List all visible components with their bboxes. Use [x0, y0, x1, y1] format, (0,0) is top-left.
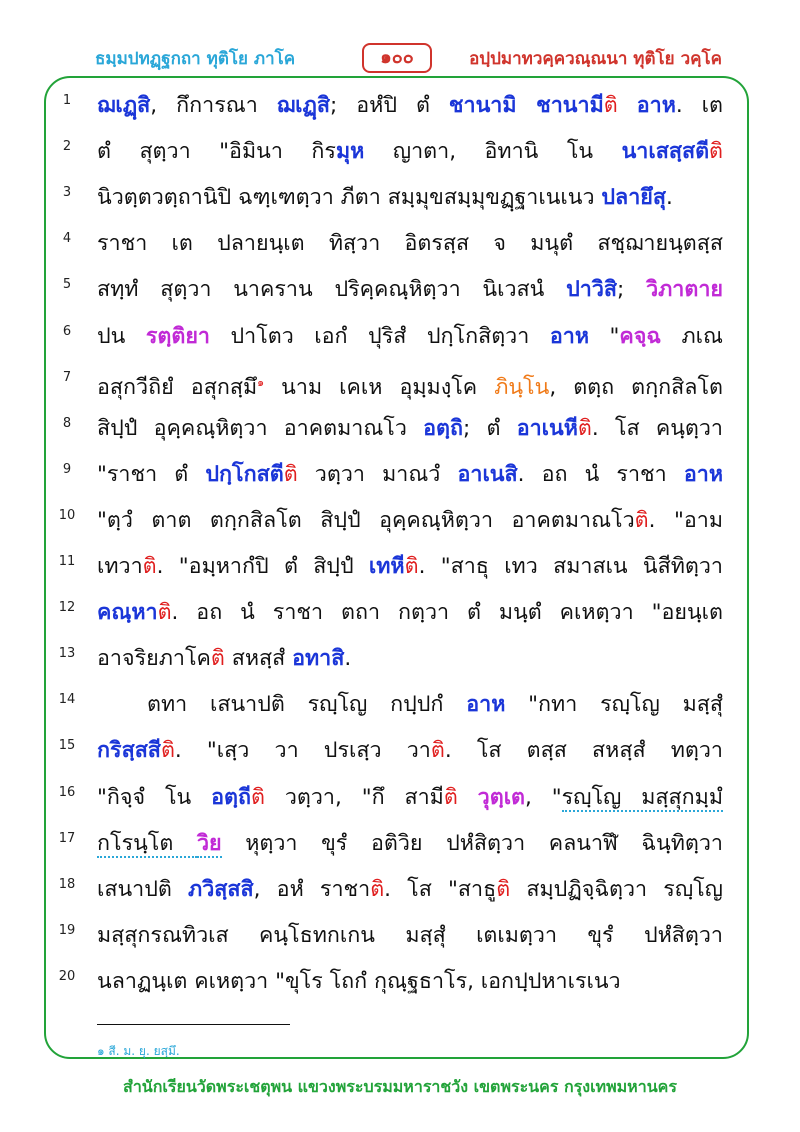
- text-segment: ติ: [577, 415, 592, 441]
- text-segment: "กิจฺจํ โน: [97, 784, 212, 810]
- line-text: [97, 959, 723, 1005]
- line-number: 3: [62, 185, 72, 201]
- text-segment: กริสฺสสี: [97, 738, 161, 764]
- line-number: 2: [62, 139, 72, 155]
- text-segment: มสฺสุกรณทิวเส คนฺโธทกเกน มสฺสุํ เตเมตฺวา ขุรํ ปหํสิตฺวา: [97, 922, 723, 948]
- text-segment: ติ: [404, 554, 419, 579]
- text-segment: ฌเฏฺสิ: [276, 93, 331, 118]
- text-segment: ติ: [157, 600, 172, 626]
- text-line: [0, 314, 800, 360]
- line-text: [97, 83, 723, 129]
- text-line: [0, 267, 800, 313]
- text-line: [0, 452, 800, 498]
- text-segment: .: [666, 185, 673, 211]
- line-text: [97, 913, 723, 959]
- text-segment: เทหี: [368, 554, 405, 579]
- text-segment: อาเนสิ: [457, 461, 518, 487]
- text-segment: อาห: [683, 461, 723, 487]
- text-segment: ติ: [709, 139, 723, 165]
- footer-institution: สำนักเรียนวัดพระเชตุพน แขวงพระบรมมหาราชวัง เขตพระนคร กรุงเทพมหานคร: [123, 1077, 677, 1096]
- line-text: [97, 360, 723, 411]
- text-segment: ภเณ: [661, 323, 723, 349]
- text-segment: ติ: [370, 876, 385, 902]
- text-segment: คจฺฉ: [619, 323, 662, 349]
- text-line: [0, 821, 800, 867]
- text-segment: นลาฏนฺเต คเหตฺวา "ขุโร โถกํ กุณฺฐธาโร, เอกปฺปหาเรเนว: [97, 968, 621, 994]
- text-segment: อาจริยภาโค: [97, 646, 211, 672]
- line-number: 12: [58, 600, 76, 616]
- text-line: [0, 544, 800, 590]
- text-segment: อาห: [466, 692, 506, 718]
- text-segment: ปาวิสิ: [566, 277, 618, 303]
- text-segment: คณฺหา: [97, 600, 158, 626]
- text-segment: [458, 785, 478, 810]
- text-segment: ติ: [142, 554, 157, 579]
- text-segment: , กึการณา: [150, 93, 277, 118]
- text-line: [0, 175, 800, 221]
- text-segment: สทฺทํ สุตฺวา นาคราน ปริคฺคณฺหิตฺวา นิเวสนํ: [97, 277, 567, 303]
- line-number: 16: [58, 784, 76, 800]
- text-line: [0, 221, 800, 267]
- text-segment: ติ: [430, 738, 445, 764]
- line-number: 6: [62, 323, 72, 339]
- text-line: [0, 498, 800, 544]
- text-segment: หุตฺวา ขุรํ อติวิย ปหํสิตฺวา คลนาฬึ ฉินฺทิตฺวา: [221, 830, 723, 856]
- text-segment: นิวตฺตวตฺถานิปิ ฉฑฺเฑตฺวา ภีตา สมฺมุขสมฺมุขฏฺฐาเนเนว: [97, 185, 602, 211]
- text-segment: "ราชา ตํ: [97, 461, 206, 487]
- text-segment: สหสฺสํ: [224, 646, 293, 672]
- line-text: [97, 129, 723, 175]
- text-segment: วุตฺเต: [477, 784, 526, 810]
- text-segment: กโรนฺโต: [97, 830, 197, 856]
- line-text: [97, 728, 723, 774]
- text-line: [0, 913, 800, 959]
- line-text: [97, 590, 723, 636]
- line-text: [97, 821, 723, 867]
- text-segment: , อหํ ราชา: [253, 876, 371, 902]
- line-number: 1: [62, 93, 72, 108]
- text-segment: , ตตฺถ ตกฺกสิลโต: [549, 374, 723, 400]
- text-line: [0, 728, 800, 774]
- line-text: [97, 636, 723, 682]
- text-segment: ติ: [443, 784, 458, 810]
- text-segment: วตฺวา มาณวํ: [297, 461, 458, 487]
- text-segment: อตฺถิ: [423, 415, 464, 441]
- text-segment: ปลายึสุ: [601, 185, 666, 211]
- text-segment: เสนาปติ: [97, 876, 189, 902]
- text-segment: ; อหํปิ ตํ: [330, 93, 449, 118]
- line-number: 10: [58, 507, 76, 523]
- line-number: 11: [58, 554, 76, 569]
- text-segment: รญฺโญ มสฺสุกมฺมํ: [561, 784, 723, 810]
- text-segment: สมฺปฏิจฺฉิตฺวา รญฺโญ: [510, 876, 723, 902]
- line-text: [97, 406, 723, 452]
- text-segment: ตํ สุตฺวา "อิมินา กิร: [97, 139, 336, 165]
- line-text: [97, 452, 723, 498]
- text-segment: ตทา เสนาปติ รญฺโญ กปฺปกํ: [147, 692, 467, 718]
- text-segment: วิย: [196, 830, 222, 856]
- text-segment: ปกฺโกสตี: [205, 461, 284, 487]
- line-number: 19: [58, 922, 76, 938]
- text-line: [0, 636, 800, 682]
- text-segment: วิภาตาย: [646, 277, 723, 303]
- text-segment: ติ: [250, 784, 265, 810]
- line-text: [97, 867, 723, 913]
- line-text: [97, 314, 723, 360]
- text-segment: อาห: [636, 93, 676, 118]
- line-number: 7: [62, 369, 72, 385]
- line-number: 5: [62, 277, 72, 293]
- text-segment: . โส คนฺตฺวา: [591, 415, 723, 441]
- text-segment: ติ: [210, 646, 225, 672]
- text-segment: ปาโตว เอกํ ปุริสํ ปกฺโกสิตฺวา: [210, 323, 550, 349]
- text-segment: ติ: [634, 507, 649, 533]
- footnote-marker: ๑: [257, 375, 265, 389]
- line-text: [97, 221, 723, 267]
- text-segment: รตฺติยา: [145, 323, 210, 349]
- line-number: 17: [58, 830, 76, 846]
- text-segment: สิปฺปํ อุคฺคณฺหิตฺวา อาคตมาณโว: [97, 415, 424, 441]
- text-segment: ฌเฏฺสิ: [97, 93, 151, 118]
- text-segment: ปน: [97, 323, 146, 349]
- text-segment: "กทา รญฺโญ มสฺสุํ: [505, 692, 723, 718]
- text-segment: อาห: [549, 323, 589, 349]
- text-segment: ติ: [603, 93, 618, 118]
- text-segment: ภวิสฺสสิ: [188, 876, 254, 902]
- line-text: [97, 544, 723, 590]
- footnote-divider: [97, 1024, 290, 1025]
- line-number: 9: [62, 461, 72, 477]
- text-segment: ชานามิ ชานามี: [448, 93, 604, 118]
- text-segment: มุห: [335, 139, 365, 165]
- text-line: [0, 129, 800, 175]
- line-number: 8: [62, 415, 72, 431]
- line-number: 15: [58, 738, 76, 754]
- line-number: 4: [62, 231, 72, 247]
- text-segment: ภินฺโน: [494, 374, 550, 400]
- page-number: ๑๐๐: [362, 43, 432, 73]
- line-text: [147, 682, 723, 728]
- line-text: [97, 267, 723, 313]
- text-segment: . โส "สาธู: [384, 876, 497, 902]
- text-segment: นาม เคเห อุมฺมงฺโค: [264, 374, 495, 400]
- text-segment: นาเสสฺสตี: [621, 139, 710, 165]
- text-segment: "ตฺวํ ตาต ตกฺกสิลโต สิปฺปํ อุคฺคณฺหิตฺวา อาคตมาณโว: [97, 507, 635, 533]
- text-segment: ติ: [496, 876, 511, 902]
- text-segment: วตฺวา, "กึ สามี: [264, 784, 444, 810]
- line-number: 13: [58, 646, 76, 662]
- text-segment: , ": [525, 784, 562, 810]
- line-text: [97, 175, 723, 221]
- text-segment: . เต: [675, 93, 723, 118]
- text-segment: อสุกวีถิยํ อสุกสฺมึ: [97, 374, 258, 400]
- text-segment: ติ: [160, 738, 175, 764]
- header-right-title: อปฺปมาทวคฺควณฺณนา ทุติโย วคฺโค: [469, 49, 722, 69]
- line-text: [97, 498, 723, 544]
- text-line: [0, 83, 800, 129]
- text-line: [0, 590, 800, 636]
- text-segment: อทาสิ: [292, 646, 345, 672]
- text-segment: เทวา: [97, 554, 143, 579]
- text-segment: ญาตา, อิทานิ โน: [364, 139, 622, 165]
- text-segment: อตฺถี: [211, 784, 251, 810]
- text-segment: .: [344, 646, 352, 672]
- text-line: [0, 775, 800, 821]
- text-segment: . "อมฺหากํปิ ตํ สิปฺปํ: [156, 554, 369, 579]
- text-segment: . "สาธุ เทว สมาสเน นิสีทิตฺวา: [418, 554, 723, 579]
- text-segment: ติ: [283, 461, 298, 487]
- text-line: [0, 360, 800, 406]
- line-number: 14: [58, 692, 76, 708]
- text-line: [0, 682, 800, 728]
- text-line: [0, 406, 800, 452]
- text-segment: . อถ นํ ราชา: [517, 461, 684, 487]
- text-segment: . "เสฺว วา ปรเสฺว วา: [174, 738, 431, 764]
- text-segment: ; ตํ: [463, 415, 517, 441]
- text-segment: ราชา เต ปลายนฺเต ทิสฺวา อิตรสฺส จ มนุตํ สชฺฌายนฺตสฺส: [97, 231, 723, 257]
- text-segment: อาเนหี: [516, 415, 578, 441]
- header-left-title: ธมฺมปทฏฺฐกถา ทุติโย ภาโค: [95, 49, 296, 69]
- text-line: [0, 867, 800, 913]
- text-segment: . อถ นํ ราชา ตถา กตฺวา ตํ มนฺตํ คเหตฺวา "อยนฺเต: [171, 600, 723, 626]
- footnote: ๑ สี. ม. ยุ. ยสฺมึ.: [97, 1044, 180, 1058]
- text-segment: . โส ตสฺส สหสฺสํ ทตฺวา: [444, 738, 723, 764]
- text-segment: [618, 93, 637, 118]
- text-segment: ;: [617, 277, 647, 303]
- text-line: [0, 959, 800, 1005]
- line-number: 20: [58, 968, 76, 984]
- text-segment: ": [589, 323, 620, 349]
- line-number: 18: [58, 876, 76, 892]
- text-segment: . "อาม: [648, 507, 723, 533]
- line-text: [97, 775, 723, 821]
